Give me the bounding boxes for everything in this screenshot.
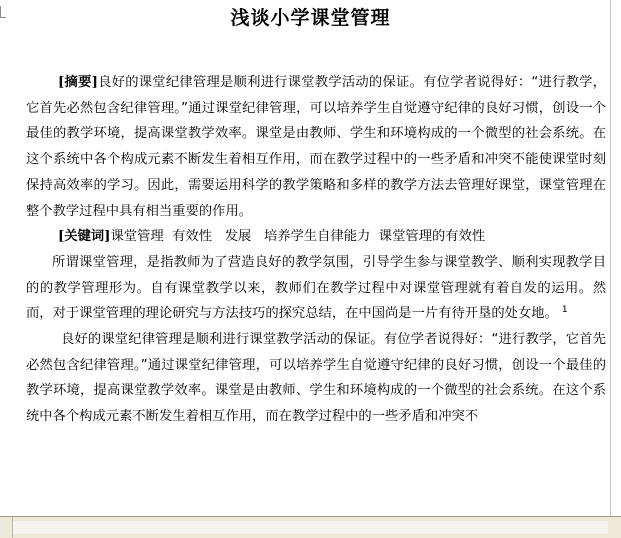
body-paragraph — [26, 327, 606, 430]
abstract-tag: [摘要] — [58, 75, 98, 90]
scroll-left-button[interactable] — [0, 517, 13, 538]
page-right-edge — [610, 0, 621, 516]
horizontal-scrollbar[interactable] — [0, 516, 621, 538]
abstract-text: 良好的课堂纪律管理是顺利进行课堂教学活动的保证。有位学者说得好：“进行教学，它首先必然包含纪律管理。”通过课堂纪律管理，可以培养学生自觉遵守纪律的良好习惯，创设一个最佳的教学环境，提高课堂教学效率。课堂是由教师、学生和环境构成的一个微型的社会系统。在这个系统中各个构成元素不断发生着相互作用，而在教学过程中的一些矛盾和冲突不能使课堂时刻保持高效率的学习。因此，需要运用科学的教学策略和多样的教学方法去管理好课堂，课堂管理在整个教学过程中具有相当重要的作用。 — [26, 75, 606, 219]
footnote-reference[interactable]: 1 — [561, 304, 568, 315]
document-title: 浅谈小学课堂管理 — [230, 7, 391, 29]
body-paragraph-text: 良好的课堂纪律管理是顺利进行课堂教学活动的保证。有位学者说得好：“进行教学，它首先必然包含纪律管理。”通过课堂纪律管理，可以培养学生自觉遵守纪律的良好习惯，创设一个最佳的教学环境，提高课堂教学效率。课堂是由教师、学生和环境构成的一个微型的社会系统。在这个系统中各个构成元素不断发生着相互作用，而在教学过程中的一些矛盾和冲突不 — [26, 332, 606, 425]
body-paragraph — [26, 250, 606, 327]
abstract-paragraph — [26, 70, 606, 224]
keywords-paragraph — [26, 224, 606, 250]
keywords-tag: [关键词] — [58, 229, 111, 245]
scrollbar-track[interactable] — [13, 521, 608, 534]
keywords-text: 课堂管理 有效性 发展 培养学生自律能力 课堂管理的有效性 — [110, 229, 486, 245]
document-body — [26, 70, 606, 430]
body-paragraph-text: 所谓课堂管理，是指教师为了营造良好的教学氛围，引导学生参与课堂教学、顺利实现教学目的的教学管理形为。自有课堂教学以来，教师们在教学过程中对课堂管理就有着自发的运用。然而，对于课堂管理的理论研究与方法技巧的探究总结，在中国尚是一片有待开垦的处女地。 — [26, 254, 606, 322]
